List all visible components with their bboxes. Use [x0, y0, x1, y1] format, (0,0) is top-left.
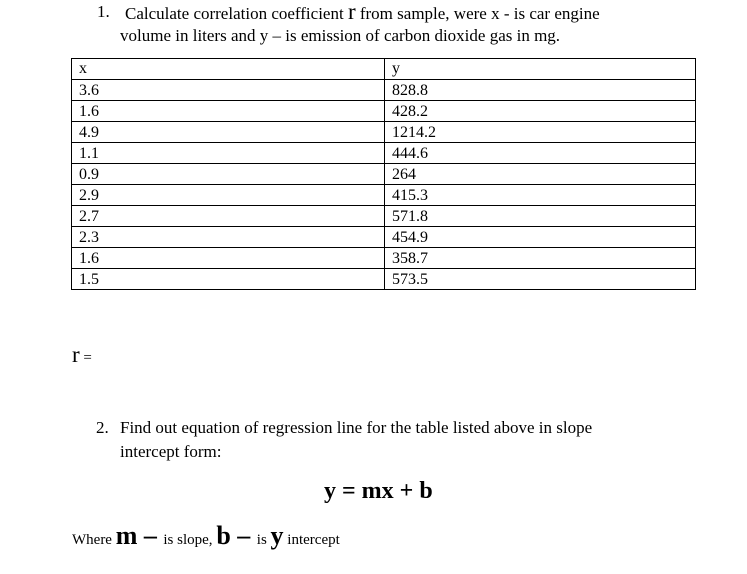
header-x: x [72, 59, 385, 80]
symbol-r: r [347, 0, 356, 24]
question-1-text-after: from sample, were x - is car engine [355, 4, 600, 23]
table-row [72, 101, 696, 122]
answer-r-label [72, 342, 92, 371]
cell-x: 1.6 [72, 101, 385, 122]
symbol-m: m [115, 521, 138, 550]
cell-y: 428.2 [385, 101, 696, 122]
question-1-number: 1. [97, 2, 110, 21]
cell-x: 2.3 [72, 227, 385, 248]
cell-x: 0.9 [72, 164, 385, 185]
answer-r-equals: = [79, 350, 92, 366]
table-row [72, 269, 696, 290]
table-row [72, 227, 696, 248]
header-y: y [385, 59, 696, 80]
question-2-number: 2. [96, 418, 109, 437]
question-2-line-1: Find out equation of regression line for the table listed above in slope [120, 418, 593, 437]
table-row [72, 185, 696, 206]
dash-b: – [230, 521, 257, 550]
cell-y: 444.6 [385, 143, 696, 164]
cell-y: 1214.2 [385, 122, 696, 143]
cell-x: 4.9 [72, 122, 385, 143]
is-slope-text: is slope, [163, 532, 217, 548]
answer-r-symbol: r [72, 342, 80, 367]
cell-x: 3.6 [72, 80, 385, 101]
cell-y: 571.8 [385, 206, 696, 227]
table-header-row [72, 59, 696, 80]
question-1-line-1 [125, 1, 600, 25]
cell-x: 1.5 [72, 269, 385, 290]
table-row [72, 248, 696, 269]
cell-y: 454.9 [385, 227, 696, 248]
table-row [72, 164, 696, 185]
table-row [72, 80, 696, 101]
cell-y: 358.7 [385, 248, 696, 269]
symbol-b: b [216, 521, 231, 550]
cell-y: 264 [385, 164, 696, 185]
question-1-text-before: Calculate correlation coefficient [125, 4, 348, 23]
question-1-line-2: volume in liters and y – is emission of carbon dioxide gas in mg. [120, 26, 561, 45]
where-explanation [72, 519, 340, 557]
cell-x: 2.7 [72, 206, 385, 227]
table-row [72, 206, 696, 227]
cell-y: 415.3 [385, 185, 696, 206]
table-row [72, 143, 696, 164]
cell-y: 573.5 [385, 269, 696, 290]
data-table [71, 58, 696, 290]
question-2-line-2: intercept form: [120, 442, 222, 461]
cell-y: 828.8 [385, 80, 696, 101]
dash-m: – [137, 521, 164, 550]
is-text: is [256, 532, 271, 548]
regression-formula: y = mx + b [324, 478, 433, 504]
table-row [72, 122, 696, 143]
cell-x: 1.6 [72, 248, 385, 269]
cell-x: 1.1 [72, 143, 385, 164]
intercept-text: intercept [283, 532, 340, 548]
cell-x: 2.9 [72, 185, 385, 206]
where-text: Where [72, 532, 116, 548]
symbol-y: y [270, 521, 284, 550]
